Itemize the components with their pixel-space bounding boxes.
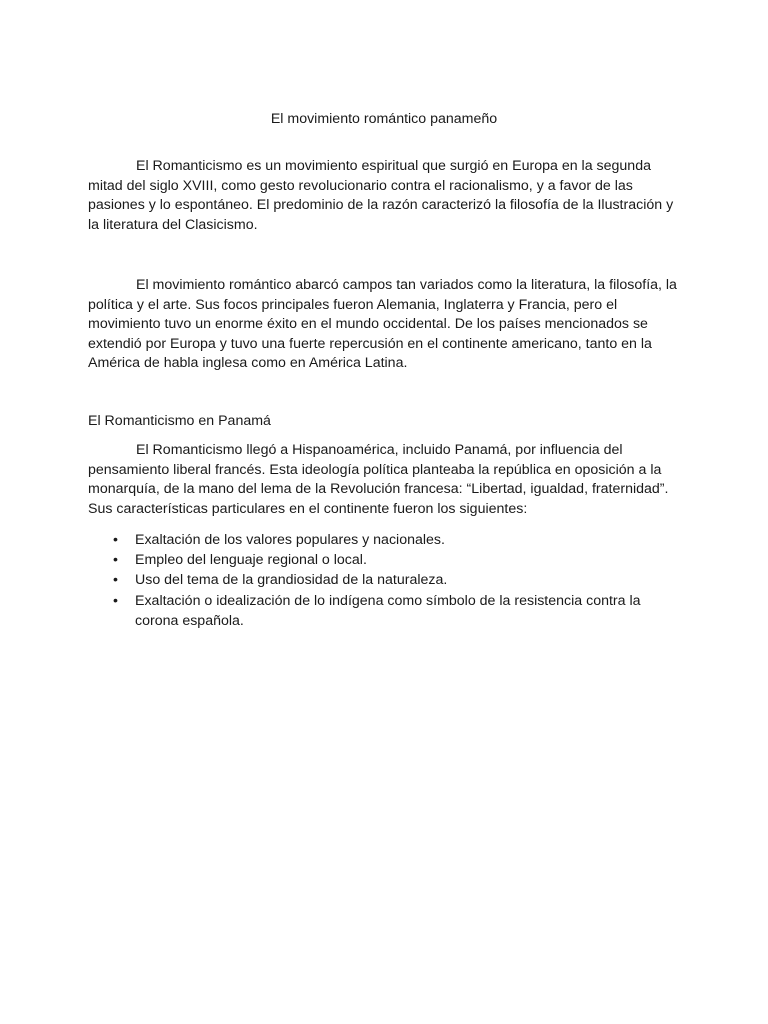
list-item-text: Exaltación de los valores populares y nacionales. xyxy=(135,532,445,548)
document-title: El movimiento romántico panameño xyxy=(270,111,498,127)
bullet-icon: • xyxy=(113,572,118,589)
paragraph-panama: El Romanticismo llegó a Hispanoamérica, incluido Panamá, por influencia del pensamiento liberal francés. Esta ideología política planteaba la república en oposición a la monarquía, de la mano del lema de la Revolución francesa: “Libertad, igualdad, fraternidad”. Sus características particulares en el continente fueron los siguientes: xyxy=(88,442,669,517)
list-item-text: Uso del tema de la grandiosidad de la naturaleza. xyxy=(135,572,448,589)
list-item xyxy=(88,550,680,570)
bullet-icon: • xyxy=(113,592,118,609)
list-item xyxy=(88,530,680,550)
list-item-text: Empleo del lenguaje regional o local. xyxy=(135,552,367,569)
characteristics-list xyxy=(88,530,680,631)
list-item xyxy=(88,570,680,590)
list-item xyxy=(88,591,680,631)
paragraph-scope: El movimiento romántico abarcó campos tan variados como la literatura, la filosofía, la política y el arte. Sus focos principales fueron Alemania, Inglaterra y Francia, pero el movimiento tuvo un enorme éxito en el mundo occidental. De los países mencionados se extendió por Europa y tuvo una fuerte repercusión en el continente americano, tanto en la América de habla inglesa como en América Latina. xyxy=(88,277,677,372)
paragraph-intro: El Romanticismo es un movimiento espiritual que surgió en Europa en la segunda mitad del siglo XVIII, como gesto revolucionario contra el racionalismo, y a favor de las pasiones y lo espontáneo. El predominio de la razón caracterizó la filosofía de la Ilustración y la literatura del Clasicismo. xyxy=(88,158,674,233)
bullet-icon: • xyxy=(113,532,118,548)
section-heading: El Romanticismo en Panamá xyxy=(88,413,271,429)
list-item-text: Exaltación o idealización de lo indígena como símbolo de la resistencia contra la corona española. xyxy=(135,592,641,629)
bullet-icon: • xyxy=(113,552,118,569)
